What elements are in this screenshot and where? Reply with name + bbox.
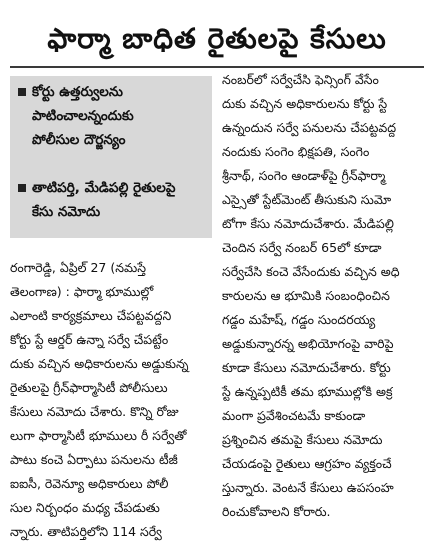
highlight-line: పాటించాలన్నందుకు [32,108,134,124]
article-line: చెందిన సర్వే నంబర్ 65లో కూడా [222,240,382,255]
article-line: సర్వేచేసి కంచె వేసేందుకు వచ్చిన అధి [222,264,400,279]
article-line: రించుకోవాలని కోరారు. [222,504,331,519]
article-line: ఐఐసీ, రెవెన్యూ అధికారులు పోలీ [10,476,169,491]
article-line: చేయడంపై రైతులు ఆగ్రహం వ్యక్తంచే [222,456,392,471]
article-line: కారులను ఆ భూమికి సంబంధించిన [222,288,390,303]
article-line: నంబర్‌లో సర్వేచేసి ఫెన్సింగ్ వేసేం [222,72,379,87]
article-line: లుగా ఫార్మాసిటీ భూములు రీ సర్వేతో [10,428,187,443]
square-bullet-icon [18,184,26,192]
article-line: తెలంగాణ) : ఫార్మా భూముల్లో [10,284,154,299]
article-line: శ్రీనాథ్, సంగెం ఆండాళ్‌పై గ్రీన్‌ఫార్మా [222,168,386,183]
article-line: సుల నిర్బంధం మధ్య చేపడుతు [10,500,160,515]
article-line: గడ్డం మహేష్, గడ్డం సుందరయ్య [222,312,376,327]
article-line: దుకు వచ్చిన అధికారులను కోర్టు స్టే [222,96,388,111]
highlight-line: కేసు నమోదు [32,204,101,220]
highlight-line: పోలీసుల దౌర్జన్యం [32,132,126,148]
article-line: రంగారెడ్డి, ఏప్రిల్ 27 (నమస్తే [10,260,147,275]
article-line: దుకు వచ్చిన అధికారులను అడ్డుకున్న [10,356,189,371]
article-line: స్తున్నారు. వెంటనే కేసులు ఉపసంహ [222,480,394,495]
highlight-line: కోర్టు ఉత్తర్వులను [32,84,123,100]
highlight-line: తాటిపర్తి, మేడిపల్లి రైతులపై [32,180,176,196]
article-line: కోర్టు స్టే ఆర్డర్ ఉన్నా సర్వే చేపట్టేం [10,332,169,347]
article-line: కేసులు నమోదు చేశారు. కొన్ని రోజు [10,404,179,419]
article-line: ఉన్నందున సర్వే పనులను చేపట్టవద్ద [222,120,397,135]
article-line: అడ్డుకున్నారన్న అభియోగంపై వారిపై [222,336,394,351]
article-line: న్నారు. తాటిపర్తిలోని 114 సర్వే [10,524,162,539]
article-line: టోగా కేసు నమోదుచేశారు. మేడిపల్లి [222,216,394,231]
article-line: నందుకు సంగెం భిక్షపతి, సంగెం [222,144,370,159]
highlight-item [32,80,222,152]
article-line: ప్రశ్నించిన తమపై కేసులు నమోదు [222,432,383,447]
article-line: పాటు కంచె ఏర్పాటు పనులను టీజీ [10,452,178,467]
article-line: స్టే ఉన్నప్పటికీ తమ భూముల్లోకి అక్ర [222,384,393,399]
article-line: మంగా ప్రవేశించటమే కాకుండా [222,408,366,423]
article-line: కూడా కేసులు నమోదుచేశారు. కోర్టు [222,360,391,375]
headline: ఫార్మా బాధిత రైతులపై కేసులు [47,22,387,55]
article-line: రైతులపై గ్రీన్‌ఫార్మాసిటీ పోలీసులు [10,380,168,395]
square-bullet-icon [18,88,26,96]
article-column-left [10,256,212,544]
highlights-box [10,76,212,238]
article-column-right [222,68,428,524]
highlight-item [32,176,222,224]
article-line: ఎస్సైతో స్టేట్‌మెంట్ తీసుకుని సుమో [222,192,392,207]
article-line: ఎలాంటి కార్యక్రమాలు చేపట్టవద్దని [10,308,172,323]
